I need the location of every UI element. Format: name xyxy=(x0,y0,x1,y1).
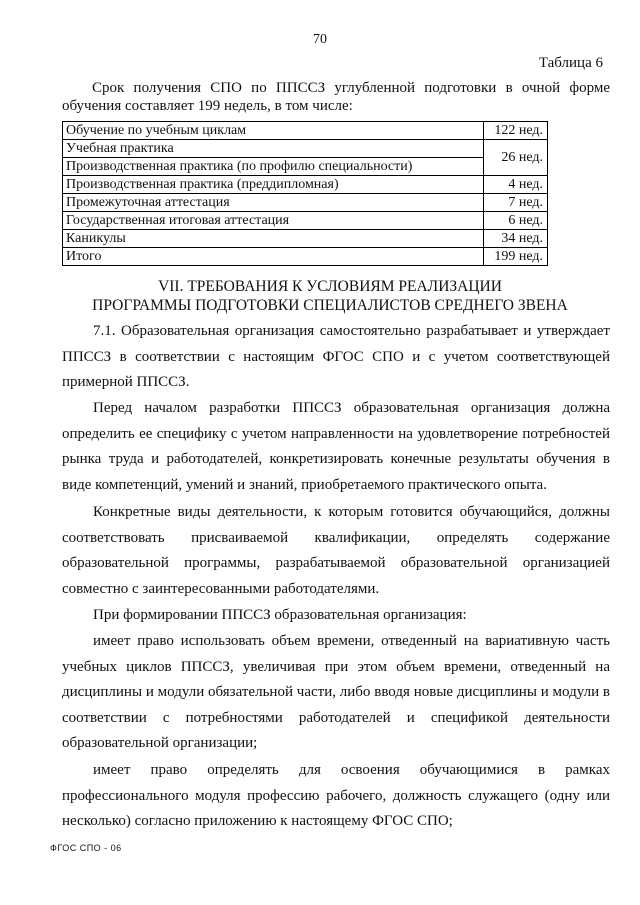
footer-code: ФГОС СПО - 06 xyxy=(50,843,122,853)
row-label: Учебная практика xyxy=(63,140,484,158)
row-value: 199 нед. xyxy=(484,248,548,266)
row-value: 26 нед. xyxy=(484,140,548,176)
table-row xyxy=(63,230,548,248)
table-row xyxy=(63,194,548,212)
paragraph-activities: Конкретные виды деятельности, к которым готовится обучающийся, должны соответствовать присваиваемой квалификации, определять содержание образовательной программы, разрабатываемой образовательной организацией совместно с заинтересованными работодателями. xyxy=(62,504,610,597)
row-label: Производственная практика (по профилю специальности) xyxy=(63,158,484,176)
table-row xyxy=(63,248,548,266)
table-row xyxy=(63,212,548,230)
row-value: 4 нед. xyxy=(484,176,548,194)
section-title-line1: VII. ТРЕБОВАНИЯ К УСЛОВИЯМ РЕАЛИЗАЦИИ xyxy=(158,278,502,295)
paragraph-formation: При формировании ППССЗ образовательная организация: xyxy=(93,607,467,623)
paragraph-7-1: 7.1. Образовательная организация самостоятельно разрабатывает и утверждает ППССЗ в соответствии с настоящим ФГОС СПО и с учетом соответствующей примерной ППССЗ. xyxy=(62,323,610,390)
row-label: Промежуточная аттестация xyxy=(63,194,484,212)
intro-paragraph: Срок получения СПО по ППССЗ углубленной подготовки в очной форме обучения составляет 199 недель, в том числе: xyxy=(62,80,610,114)
row-value: 6 нед. xyxy=(484,212,548,230)
row-label: Производственная практика (преддипломная) xyxy=(63,176,484,194)
row-label: Обучение по учебным циклам xyxy=(63,122,484,140)
row-label: Итого xyxy=(63,248,484,266)
table-label: Таблица 6 xyxy=(538,55,603,71)
paragraph-right-variative: имеет право использовать объем времени, отведенный на вариативную часть учебных циклов ППССЗ, увеличивая при этом объем времени, отведенный на дисциплины и модули обязательной части, либо вводя новые дисциплины и модули в соответствии с потребностями работодателей и спецификой деятельности образовательной организации; xyxy=(62,633,610,751)
study-hours-table xyxy=(62,121,548,266)
row-label: Государственная итоговая аттестация xyxy=(63,212,484,230)
paragraph-specifics: Перед началом разработки ППССЗ образовательная организация должна определить ее специфику с учетом направленности на удовлетворение потребностей рынка труда и работодателей, конкретизировать конечные результаты обучения в виде компетенций, умений и знаний, приобретаемого практического опыта. xyxy=(62,400,610,493)
paragraph-right-profession: имеет право определять для освоения обучающимися в рамках профессионального модуля профессию рабочего, должность служащего (одну или несколько) согласно приложению к настоящему ФГОС СПО; xyxy=(62,762,610,829)
table-row xyxy=(63,158,548,176)
row-label: Каникулы xyxy=(63,230,484,248)
section-title-line2: ПРОГРАММЫ ПОДГОТОВКИ СПЕЦИАЛИСТОВ СРЕДНЕГО ЗВЕНА xyxy=(92,297,568,314)
table-row xyxy=(63,122,548,140)
page-number: 70 xyxy=(313,32,327,47)
table-row xyxy=(63,140,548,158)
table-row xyxy=(63,176,548,194)
row-value: 34 нед. xyxy=(484,230,548,248)
row-value: 7 нед. xyxy=(484,194,548,212)
section-heading xyxy=(40,277,620,315)
row-value: 122 нед. xyxy=(484,122,548,140)
